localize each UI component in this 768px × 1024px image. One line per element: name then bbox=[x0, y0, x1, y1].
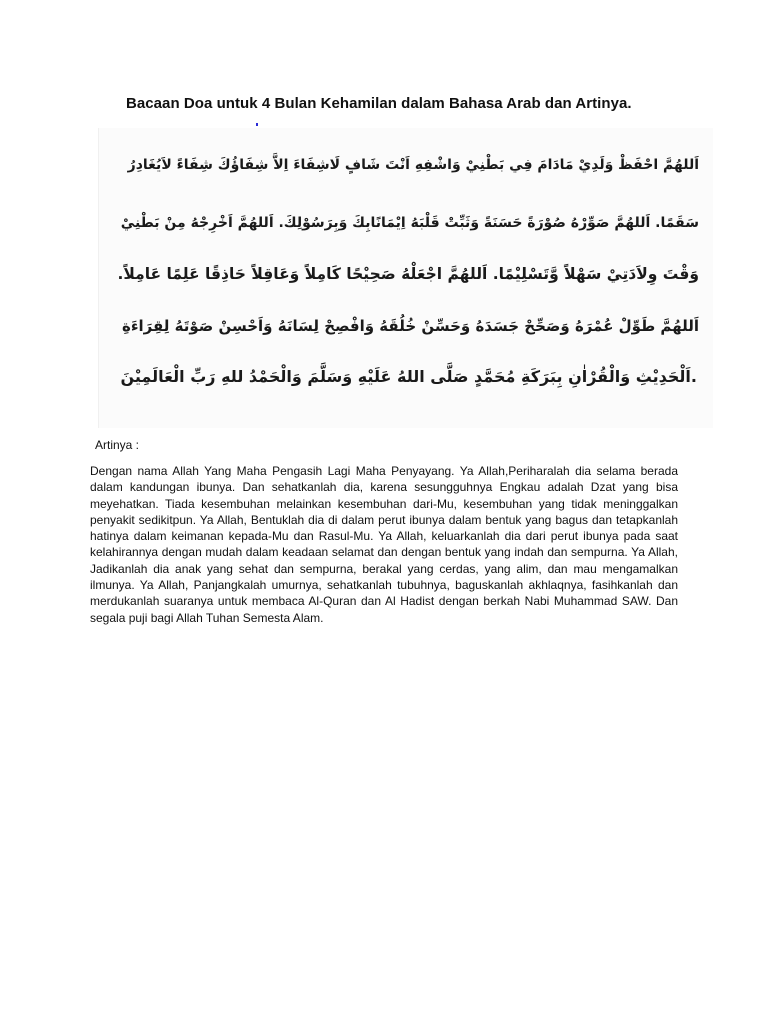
artinya-label: Artinya : bbox=[95, 438, 140, 452]
arabic-line-4: اَللهُمَّ طَوِّلْ عُمْرَهُ وَصَحِّحْ جَسَدَهُ وَحَسِّنْ خُلُقَهُ وَافْصِحْ لِسَانَهُ وَاَحْسِنْ صَوْتَهُ لِقِرَاءَةِ bbox=[121, 317, 699, 335]
arabic-line-1: اَللهُمَّ احْفَظْ وَلَدِيْ مَادَامَ فِي بَطْنِيْ وَاشْفِهِ اَنْتَ شَافٍ لَاشِفَاءَ اِلاَّ شِفَاؤُكَ شِفَاءً لاَيُغَادِرُ bbox=[127, 157, 699, 173]
translation-paragraph: Dengan nama Allah Yang Maha Pengasih Lagi Maha Penyayang. Ya Allah,Periharalah dia selama berada dalam kandungan ibunya. Dan sehatkanlah dia, karena sesungguhnya Engkau adalah Dzat yang bisa meyehatkan. Tiada kesembuhan melainkan kesembuhan dari-Mu, kesembuhan yang tidak meninggalkan penyakit sedikitpun. Ya Allah, Bentuklah dia di dalam perut ibunya dalam bentuk yang bagus dan tetapkanlah hatinya dalam keimanan kepada-Mu dan Rasul-Mu. Ya Allah, keluarkanlah dia dari perut ibunya pada saat kelahirannya dengan mudah dalam keadaan selamat dan dengan bentuk yang indah dan sempurna. Ya Allah, Jadikanlah dia anak yang sehat dan sempurna, berakal yang cerdas, yang alim, dan mau mengamalkan ilmunya. Ya Allah, Panjangkalah umurnya, sehatkanlah tubuhnya, baguskanlah akhlaqnya, fasihkanlah dan merdukanlah suaranya untuk membaca Al-Quran dan Al Hadist dengan berkah Nabi Muhammad SAW. Dan segala puji bagi Allah Tuhan Semesta Alam. bbox=[90, 464, 678, 625]
stray-dot bbox=[256, 123, 258, 126]
arabic-line-5: .اَلْحَدِيْثِ وَالْقُرْاٰنِ بِبَرَكَةِ مُحَمَّدٍ صَلَّى اللهُ عَلَيْهِ وَسَلَّمَ وَالْحَمْدُ للهِ رَبِّ الْعَالَمِيْنَ bbox=[120, 367, 697, 386]
document-title: Bacaan Doa untuk 4 Bulan Kehamilan dalam Bahasa Arab dan Artinya. bbox=[126, 95, 632, 112]
arabic-line-3: وَقْتَ وِلاَدَتِيْ سَهْلاً وَّتَسْلِيْمًا. اَللهُمَّ اجْعَلْهُ صَحِيْحًا كَامِلاً وَعَاقِلاً حَاذِقًا عَلِمًا عَامِلاً. bbox=[117, 265, 699, 283]
arabic-line-2: سَقَمًا. اَللهُمَّ صَوِّرْهُ صُوْرَةً حَسَنَةً وَثَبِّتْ قَلْبَهُ اِيْمَانًابِكَ وَبِرَسُوْلِكَ. اَللهُمَّ اَخْرِجْهُ مِنْ بَطْنِيْ bbox=[120, 215, 699, 231]
arabic-prayer-image bbox=[98, 128, 713, 428]
